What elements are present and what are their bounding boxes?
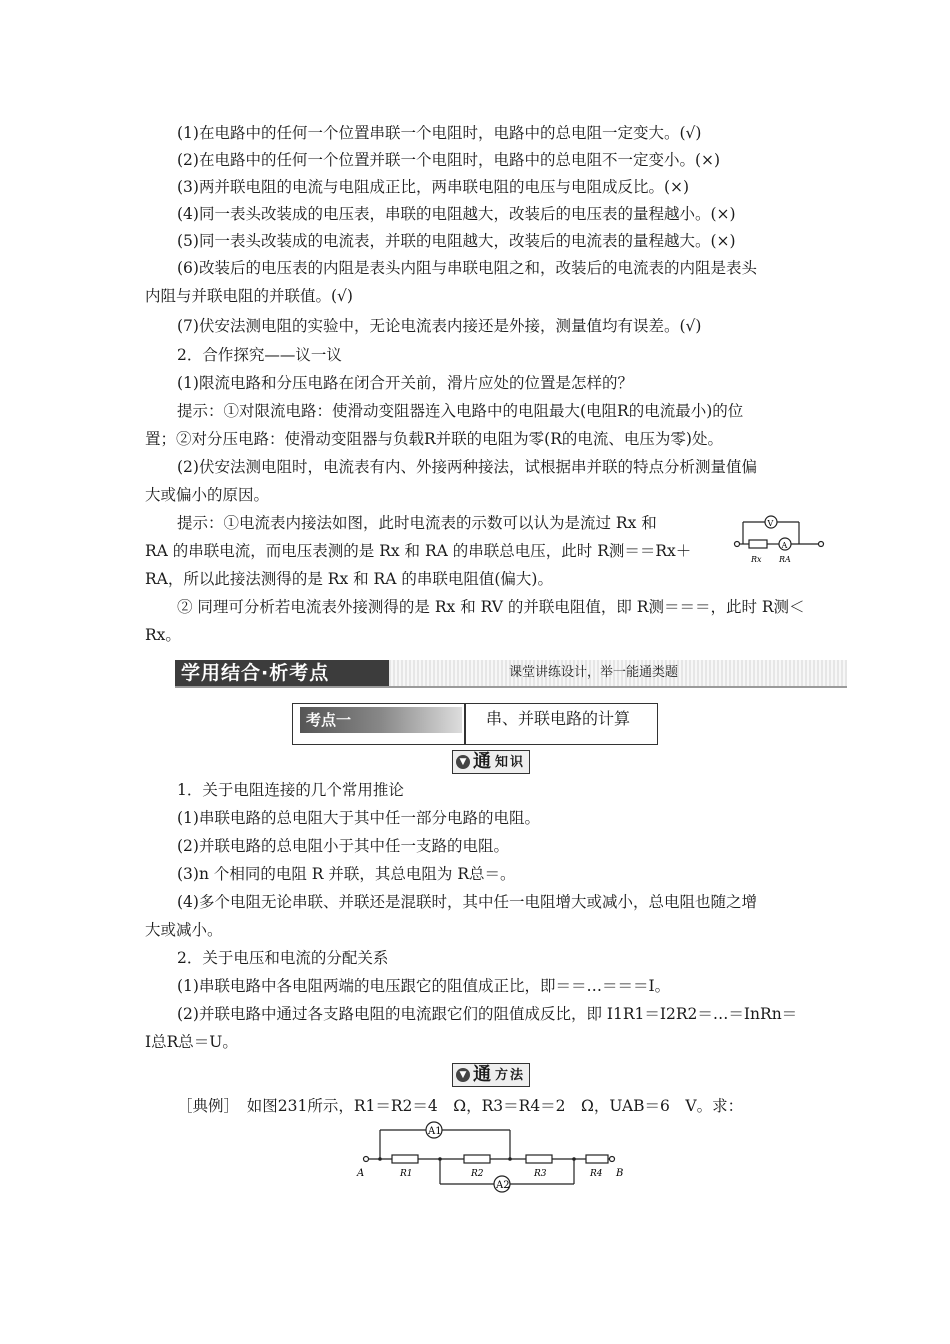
topic-title: 串、并联电路的计算 (486, 709, 631, 728)
banner-title: 学用结合·析考点 (175, 660, 389, 686)
text-line: 2．关于电压和电流的分配关系 (177, 949, 389, 967)
circuit-diagram-internal (733, 510, 825, 570)
ammeter-label: A (781, 541, 788, 550)
badge-big-char: 通 (473, 751, 491, 772)
ra-label: RA (779, 555, 791, 564)
text-line: (6)改装后的电压表的内阻是表头内阻与串联电阻之和，改装后的电流表的内阻是表头 (177, 259, 757, 277)
banner-underline (175, 686, 847, 688)
text-line: Rx。 (145, 626, 181, 644)
badge-small-text: 方法 (495, 1068, 526, 1083)
r4-label: R4 (590, 1169, 603, 1179)
badge-small-text: 知识 (495, 755, 526, 770)
text-line: (1)限流电路和分压电路在闭合开关前，滑片应处的位置是怎样的？ (177, 374, 633, 392)
tong-zhishi-badge (452, 750, 530, 774)
text-line: ［典例］ 如图231所示，R1＝R2＝4 Ω，R3＝R4＝2 Ω，UAB＝6 V。求： (177, 1097, 744, 1115)
text-line: (2)并联电路中通过各支路电阻的电流跟它们的阻值成反比，即 I1R1＝I2R2＝…＝InRn＝ (177, 1005, 798, 1023)
text-line: 大或偏小的原因。 (145, 486, 270, 504)
text-line: (3)n 个相同的电阻 R 并联，其总电阻为 R总＝。 (177, 865, 516, 883)
node-a-label: A (357, 1168, 365, 1179)
circuit-diagram-231 (350, 1118, 640, 1198)
text-line: (7)伏安法测电阻的实验中，无论电流表内接还是外接，测量值均有误差。(√) (177, 317, 702, 335)
text-line: (3)两并联电阻的电流与电阻成正比，两串联电阻的电压与电阻成反比。(×) (177, 178, 690, 196)
chevron-down-icon: ▼ (456, 755, 470, 769)
text-line: 置；②对分压电路：使滑动变阻器与负载R并联的电阻为零(R的电流、电压为零)处。 (145, 430, 723, 448)
node-b-label: B (616, 1168, 624, 1179)
section-banner (175, 660, 847, 688)
text-line: ② 同理可分析若电流表外接测得的是 Rx 和 RV 的并联电阻值，即 R测＝＝＝，此时 R测＜ (177, 598, 805, 616)
text-line: (1)串联电路的总电阻大于其中任一部分电路的电阻。 (177, 809, 540, 827)
topic-divider (464, 703, 466, 745)
text-line: (2)并联电路的总电阻小于其中任一支路的电阻。 (177, 837, 509, 855)
banner-subtitle-area (389, 660, 847, 686)
text-line: RA 的串联电流，而电压表测的是 Rx 和 RA 的串联总电压，此时 R测＝＝Rx＋ (145, 542, 692, 560)
text-line: RA，所以此接法测得的是 Rx 和 RA 的串联电阻值(偏大)。 (145, 570, 553, 588)
voltmeter-label: V (767, 519, 774, 528)
r1-label: R1 (400, 1169, 413, 1179)
r3-label: R3 (534, 1169, 547, 1179)
topic-tag: 考点一 (300, 707, 462, 733)
r2-label: R2 (471, 1169, 484, 1179)
text-line: 提示：①对限流电路：使滑动变阻器连入电路中的电阻最大(电阻R的电流最小)的位 (177, 402, 744, 420)
text-line: I总R总＝U。 (145, 1033, 238, 1051)
ammeter-a2-label: A2 (496, 1180, 510, 1191)
rx-label: Rx (751, 555, 762, 564)
text-line: 1．关于电阻连接的几个常用推论 (177, 781, 404, 799)
ammeter-a1-label: A1 (428, 1126, 442, 1137)
text-line: 大或减小。 (145, 921, 223, 939)
text-line: 2．合作探究——议一议 (177, 346, 342, 364)
text-line: (5)同一表头改装成的电流表，并联的电阻越大，改装后的电流表的量程越大。(×) (177, 232, 736, 250)
text-line: 提示：①电流表内接法如图，此时电流表的示数可以认为是流过 Rx 和 (177, 514, 657, 532)
tong-fangfa-badge (452, 1063, 530, 1087)
text-line: (4)同一表头改装成的电压表，串联的电阻越大，改装后的电压表的量程越小。(×) (177, 205, 736, 223)
chevron-down-icon: ▼ (456, 1068, 470, 1082)
text-line: (2)在电路中的任何一个位置并联一个电阻时，电路中的总电阻不一定变小。(×) (177, 151, 721, 169)
text-line: (1)串联电路中各电阻两端的电压跟它的阻值成正比，即＝＝…＝＝＝I。 (177, 977, 671, 995)
badge-big-char: 通 (473, 1064, 491, 1085)
text-line: (4)多个电阻无论串联、并联还是混联时，其中任一电阻增大或减小，总电阻也随之增 (177, 893, 757, 911)
text-line: (2)伏安法测电阻时，电流表有内、外接两种接法，试根据串并联的特点分析测量值偏 (177, 458, 757, 476)
text-line: (1)在电路中的任何一个位置串联一个电阻时，电路中的总电阻一定变大。(√) (177, 124, 702, 142)
text-line: 内阻与并联电阻的并联值。(√) (145, 287, 353, 305)
banner-subtitle: 课堂讲练设计，举一能通类题 (509, 665, 679, 680)
